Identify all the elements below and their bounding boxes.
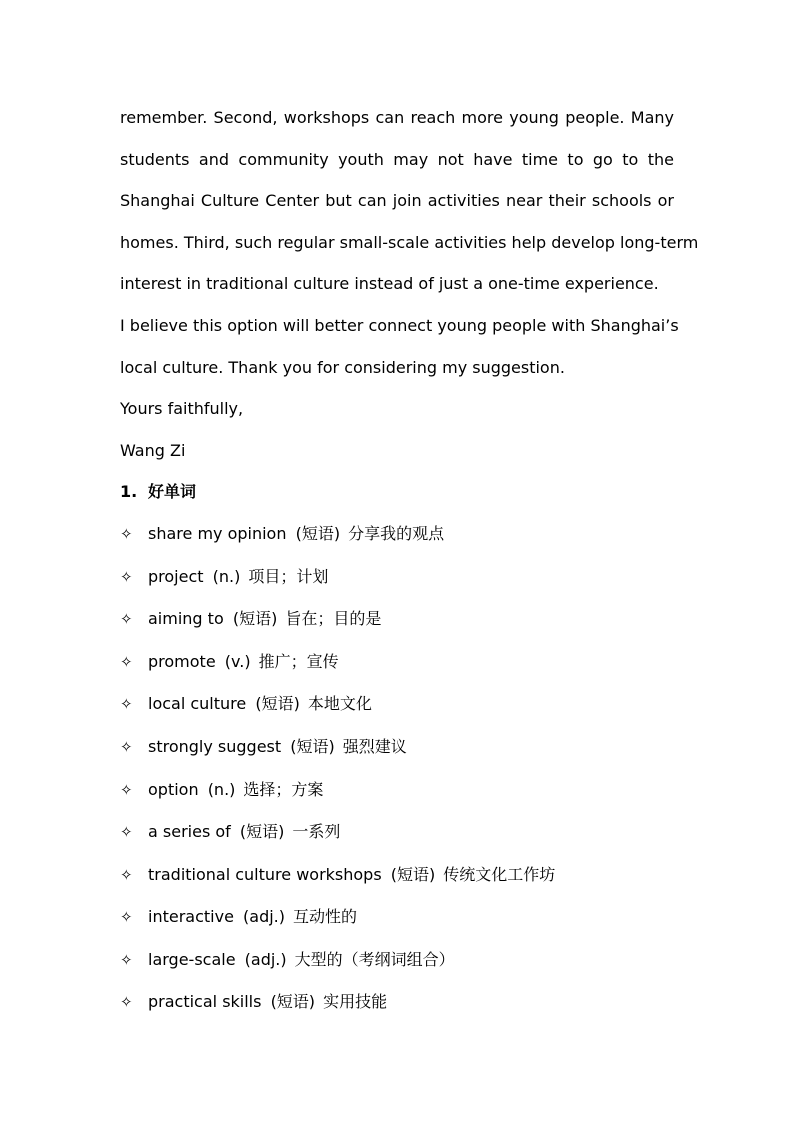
list-item	[120, 726, 674, 769]
vocab-meaning: 旨在；目的是	[285, 609, 382, 629]
list-item	[120, 683, 674, 726]
four-pointed-star-icon: ✧	[120, 524, 133, 543]
vocab-meaning: 本地文化	[307, 694, 372, 714]
four-pointed-star-icon: ✧	[120, 780, 133, 799]
vocab-meaning: 传统文化工作坊	[443, 864, 556, 884]
vocab-term: strongly suggest	[148, 736, 282, 756]
list-item	[120, 598, 674, 641]
list-item	[120, 854, 674, 897]
four-pointed-star-icon: ✧	[120, 567, 133, 586]
vocab-meaning: 项目；计划	[248, 566, 329, 586]
body-line: remember. Second, workshops can reach more young people. Many	[120, 108, 674, 127]
body-line: students and community youth may not have time to go to the	[120, 149, 674, 169]
vocab-pos: (n.)	[207, 779, 236, 799]
letter-body-paragraph	[120, 97, 699, 305]
list-item	[120, 769, 674, 812]
body-line: Shanghai Culture Center but can join activities near their schools or	[120, 191, 674, 211]
four-pointed-star-icon: ✧	[120, 908, 133, 927]
vocab-meaning: 选择；方案	[243, 779, 324, 799]
vocab-term: interactive	[148, 907, 234, 927]
four-pointed-star-icon: ✧	[120, 695, 133, 714]
letter-closing-paragraph	[120, 305, 679, 388]
vocab-term: project	[148, 566, 204, 586]
four-pointed-star-icon: ✧	[120, 823, 133, 842]
document-page	[120, 97, 699, 1024]
vocab-pos: (v.)	[224, 651, 251, 671]
vocab-term: large-scale	[148, 949, 236, 969]
vocab-pos: (短语)	[290, 736, 335, 756]
vocab-term: traditional culture workshops	[148, 864, 382, 884]
vocab-pos: (短语)	[255, 694, 300, 714]
vocab-term: practical skills	[148, 992, 262, 1012]
vocab-meaning: 推广；宣传	[258, 651, 339, 671]
vocab-term: promote	[148, 651, 216, 671]
list-item	[120, 556, 674, 599]
vocab-pos: (n.)	[212, 566, 241, 586]
list-item	[120, 896, 674, 939]
vocab-list	[120, 513, 674, 1024]
body-line: interest in traditional culture instead of just a one-time experience.	[120, 274, 659, 294]
vocab-term: share my opinion	[148, 523, 287, 543]
list-item	[120, 513, 674, 556]
vocab-meaning: 分享我的观点	[348, 523, 445, 543]
vocab-meaning: 实用技能	[323, 992, 388, 1012]
section-title: 好单词	[148, 482, 197, 502]
vocab-meaning: 强烈建议	[342, 736, 407, 756]
four-pointed-star-icon: ✧	[120, 652, 133, 671]
four-pointed-star-icon: ✧	[120, 865, 133, 884]
vocab-term: a series of	[148, 822, 231, 842]
vocab-term: local culture	[148, 694, 247, 714]
closing-line: local culture. Thank you for considering my suggestion.	[120, 357, 565, 377]
vocab-meaning: 互动性的	[293, 907, 358, 927]
vocab-pos: (短语)	[295, 523, 341, 543]
four-pointed-star-icon: ✧	[120, 950, 133, 969]
vocab-pos: (短语)	[239, 822, 285, 842]
vocab-pos: (短语)	[390, 864, 436, 884]
vocab-meaning: 一系列	[292, 822, 341, 842]
vocab-pos: (adj.)	[244, 949, 287, 969]
sign-off: Yours faithfully,	[120, 399, 244, 419]
body-line: homes. Third, such regular small-scale activities help develop long-term	[120, 232, 699, 252]
vocab-term: option	[148, 779, 199, 799]
vocab-pos: (短语)	[232, 609, 278, 629]
four-pointed-star-icon: ✧	[120, 993, 133, 1012]
closing-line: I believe this option will better connect young people with Shanghai’s	[120, 315, 679, 335]
four-pointed-star-icon: ✧	[120, 610, 133, 629]
list-item	[120, 641, 674, 684]
list-item	[120, 981, 674, 1024]
section-heading	[120, 471, 674, 513]
vocab-pos: (短语)	[270, 992, 316, 1012]
list-item	[120, 939, 674, 982]
vocab-pos: (adj.)	[243, 907, 285, 927]
list-item	[120, 811, 674, 854]
section-number: 1.	[120, 482, 138, 502]
signature: Wang Zi	[120, 440, 186, 460]
four-pointed-star-icon: ✧	[120, 737, 133, 756]
vocab-term: aiming to	[148, 609, 224, 629]
vocab-meaning: 大型的（考纲词组合）	[294, 949, 455, 969]
